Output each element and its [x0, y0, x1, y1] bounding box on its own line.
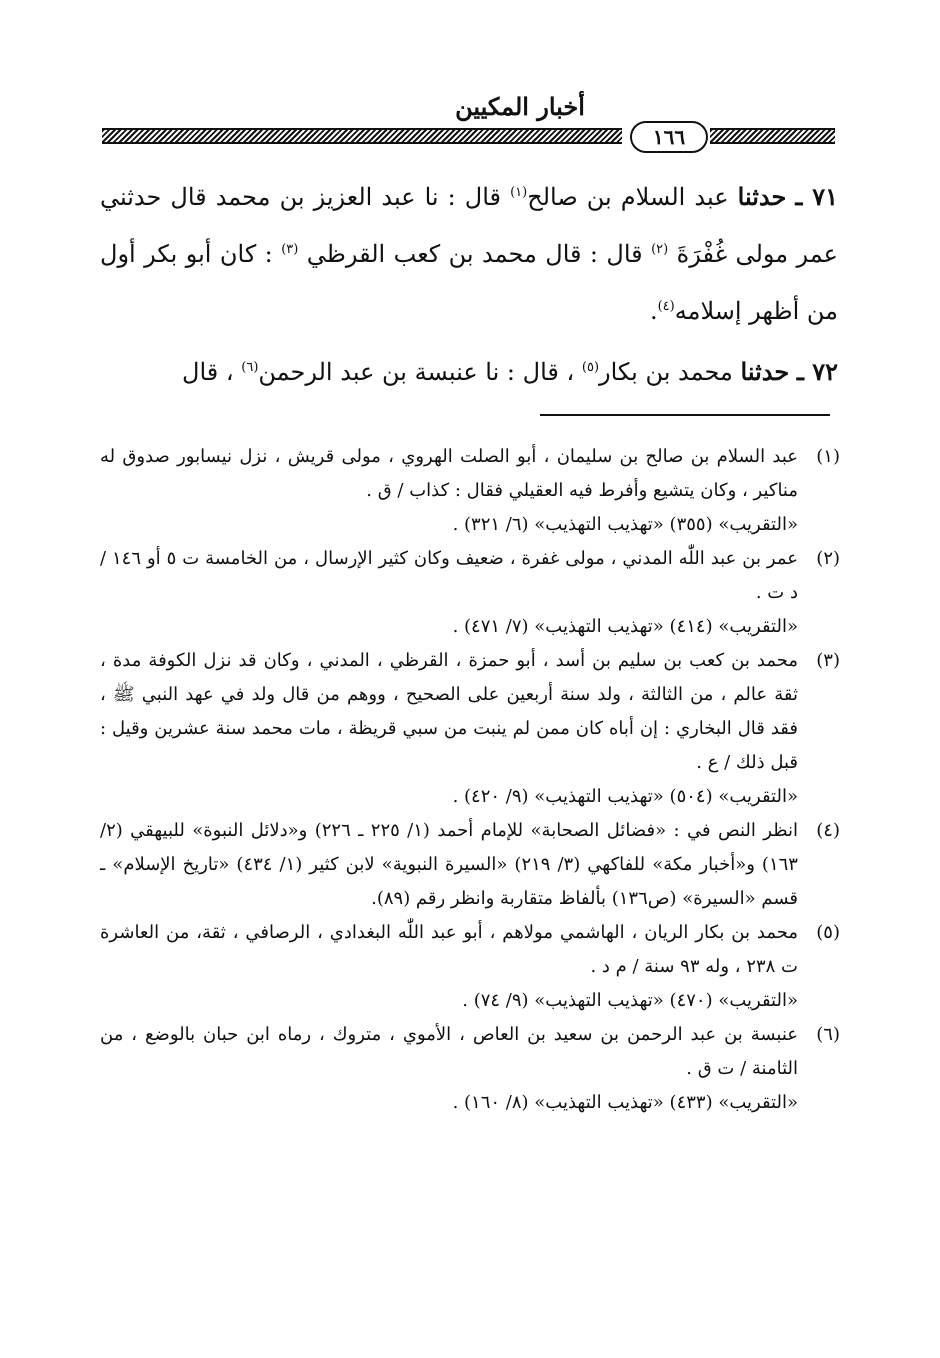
narration-text: قال : نا عبد العزيز بن محمد قال حدثني عمر مولى غُفْرَةَ [100, 183, 838, 268]
footnote-text: عمر بن عبد اللّٰه المدني ، مولى غفرة ، ضعيف وكان كثير الإرسال ، من الخامسة ت ٥ أو ١٤٦ / د ت . [100, 548, 799, 603]
footnote-separator [540, 414, 830, 416]
footnotes [100, 440, 840, 1120]
narration-lead: حدثنا [740, 357, 790, 386]
footnote-text: عنبسة بن عبد الرحمن بن سعيد بن العاص ، الأموي ، متروك ، رماه ابن حبان بالوضع ، من الثامنة / ت ق . [100, 1024, 798, 1079]
narration-text: عبد السلام بن صالح [527, 183, 738, 211]
footnote-reference: «التقريب» (٤١٤) «تهذيب التهذيب» (٧/ ٤٧١) . [452, 616, 798, 637]
footnote-text: محمد بن كعب بن سليم بن أسد ، أبو حمزة ، القرظي ، المدني ، وكان قد نزل الكوفة مدة ، ثقة عالم ، من الثالثة ، ولد سنة أربعين على الصحيح ، ووهم من قال ولد في عهد النبي ﷺ ، فقد قال البخاري : إن أباه كان ممن لم ينبت من سبي قريظة ، مات محمد سنة عشرين وقيل : قبل ذلك / ع . [100, 650, 798, 773]
footnote-number: (٤) [816, 820, 840, 841]
footnote-ref: (١) [510, 185, 528, 200]
footnote-ref: (٦) [241, 360, 259, 375]
footnote-reference: «التقريب» (٣٥٥) «تهذيب التهذيب» (٦/ ٣٢١) . [452, 514, 798, 535]
hadith-number: ٧٢ ـ [796, 357, 838, 386]
footnote-5 [100, 916, 840, 984]
footnote-2 [100, 542, 840, 610]
footnote-reference: «التقريب» (٤٣٣) «تهذيب التهذيب» (٨/ ١٦٠) . [452, 1092, 798, 1113]
hadith-number: ٧١ ـ [795, 182, 838, 211]
narration-text: ، قال [182, 358, 242, 386]
narration-lead: حدثنا [737, 182, 787, 211]
footnote-ref: (٥) [581, 360, 600, 375]
footnote-6 [100, 1018, 840, 1086]
main-text [100, 168, 838, 404]
narration-text: . [649, 297, 658, 325]
page-number: ١٦٦ [630, 121, 708, 153]
footnote-number: (١) [816, 446, 840, 467]
hadith-paragraph-72 [100, 343, 838, 401]
narration-text: قال : قال محمد بن كعب القرظي [298, 240, 652, 268]
footnote-reference: «التقريب» (٥٠٤) «تهذيب التهذيب» (٩/ ٤٢٠) . [452, 786, 798, 807]
header-ornament-rule [102, 128, 622, 144]
footnote-number: (٦) [816, 1024, 840, 1045]
narration-text: : كان أبو بكر أول من أظهر إسلامه [100, 240, 838, 325]
footnote-text: محمد بن بكار الريان ، الهاشمي مولاهم ، أبو عبد اللّٰه البغدادي ، الرصافي ، ثقة، من العاشرة ت ٢٣٨ ، وله ٩٣ سنة / م د . [100, 922, 798, 977]
footnote-ref: (٢) [651, 242, 669, 257]
footnote-number: (٣) [816, 650, 840, 671]
footnote-text: انظر النص في : «فضائل الصحابة» للإمام أحمد (١/ ٢٢٥ ـ ٢٢٦) و«دلائل النبوة» للبيهقي (٢/ ١٦٣) و«أخبار مكة» للفاكهي (٣/ ٢١٩) «السيرة النبوية» لابن كثير (١/ ٤٣٤) «تاريخ الإسلام» ـ قسم «السيرة» (ص١٣٦) بألفاظ متقاربة وانظر رقم (٨٩). [100, 820, 798, 909]
header-ornament-rule [710, 128, 835, 144]
narration-text: محمد بن بكار [599, 358, 741, 386]
footnote-reference: «التقريب» (٤٧٠) «تهذيب التهذيب» (٩/ ٧٤) . [462, 990, 798, 1011]
footnote-1 [100, 440, 840, 508]
footnote-ref: (٣) [281, 242, 299, 257]
running-header-title: أخبار المكيين [455, 92, 585, 121]
footnote-3 [100, 644, 840, 780]
narration-text: ، قال : نا عنبسة بن عبد الرحمن [258, 358, 582, 386]
footnote-text: عبد السلام بن صالح بن سليمان ، أبو الصلت الهروي ، مولى قريش ، نزل نيسابور صدوق له مناكير ، وكان يتشيع وأفرط فيه العقيلي فقال : كذاب / ق . [100, 446, 798, 501]
hadith-paragraph-71 [100, 168, 838, 340]
footnote-number: (٥) [816, 922, 840, 943]
footnote-4 [100, 814, 840, 916]
footnote-ref: (٤) [657, 299, 675, 314]
footnote-number: (٢) [816, 548, 841, 569]
